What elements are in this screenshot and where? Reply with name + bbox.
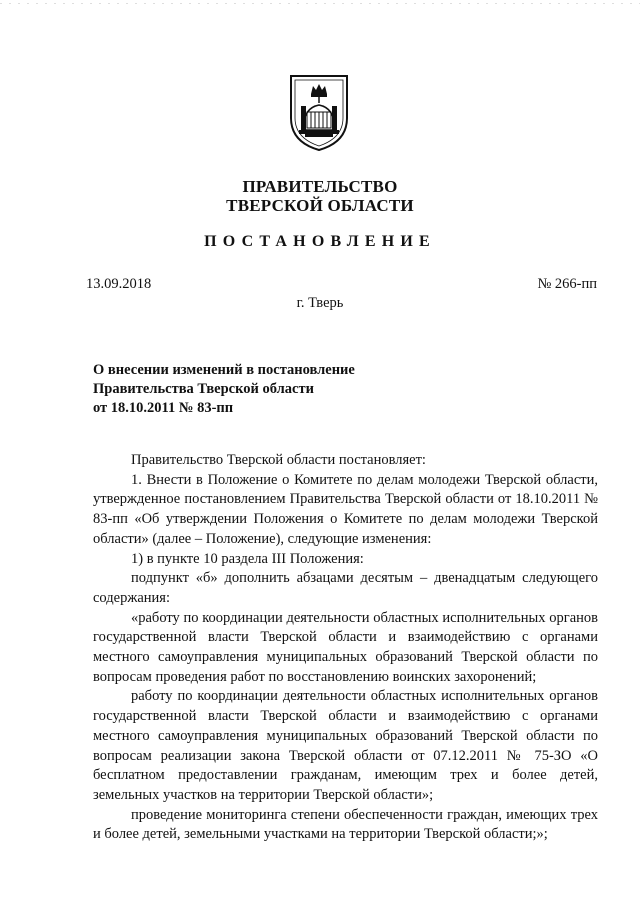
body-paragraph-quote3: проведение мониторинга степени обеспеченности граждан, имеющих трех и более детей, земельными участками на территории Тверской области;»; [93,806,598,843]
government-title-line2: ТВЕРСКОЙ ОБЛАСТИ [226,196,414,215]
decree-body [93,451,598,845]
decree-heading: ПОСТАНОВЛЕНИЕ [204,233,436,250]
body-paragraph-subpoint-b: подпункт «б» дополнить абзацами десятым – двенадцатым следующего содержания: [93,570,598,606]
tver-coat-of-arms-emblem [287,72,351,152]
body-paragraph-quote1: «работу по координации деятельности областных исполнительных органов государственной власти Тверской области и взаимодействию с органами местного самоуправления муниципальных образований Тверской области по вопросам проведения работ по восстановлению воинских захоронений; [93,609,598,685]
subject-line1: О внесении изменений в постановление [93,362,355,378]
body-paragraph-preamble: Правительство Тверской области постановляет: [131,452,426,468]
decree-number: № 266-пп [537,276,597,292]
body-paragraph-item1: 1. Внести в Положение о Комитете по делам молодежи Тверской области, утвержденное постановлением Правительства Тверской области от 18.10.2011 № 83-пп «Об утверждении Положения о Комитете по делам молодежи Тверской области» (далее – Положение), следующие изменения: [93,471,598,547]
government-title-line1: ПРАВИТЕЛЬСТВО [242,177,398,196]
body-paragraph-quote2: работу по координации деятельности областных исполнительных органов государственной власти Тверской области и взаимодействию с органами местного самоуправления муниципальных образований Тверской области по вопросам реализации закона Тверской области от 07.12.2011 № 75-ЗО «О бесплатном предоставлении гражданам, имеющим трех и более детей, земельных участков на территории Тверской области»; [93,688,598,803]
decree-subject [93,361,355,418]
decree-date: 13.09.2018 [86,276,152,292]
scan-artifact-line [0,3,640,4]
decree-city: г. Тверь [296,295,344,311]
body-paragraph-subitem1: 1) в пункте 10 раздела III Положения: [131,550,364,567]
subject-line3: от 18.10.2011 № 83-пп [93,400,234,416]
subject-line2: Правительства Тверской области [93,381,314,397]
